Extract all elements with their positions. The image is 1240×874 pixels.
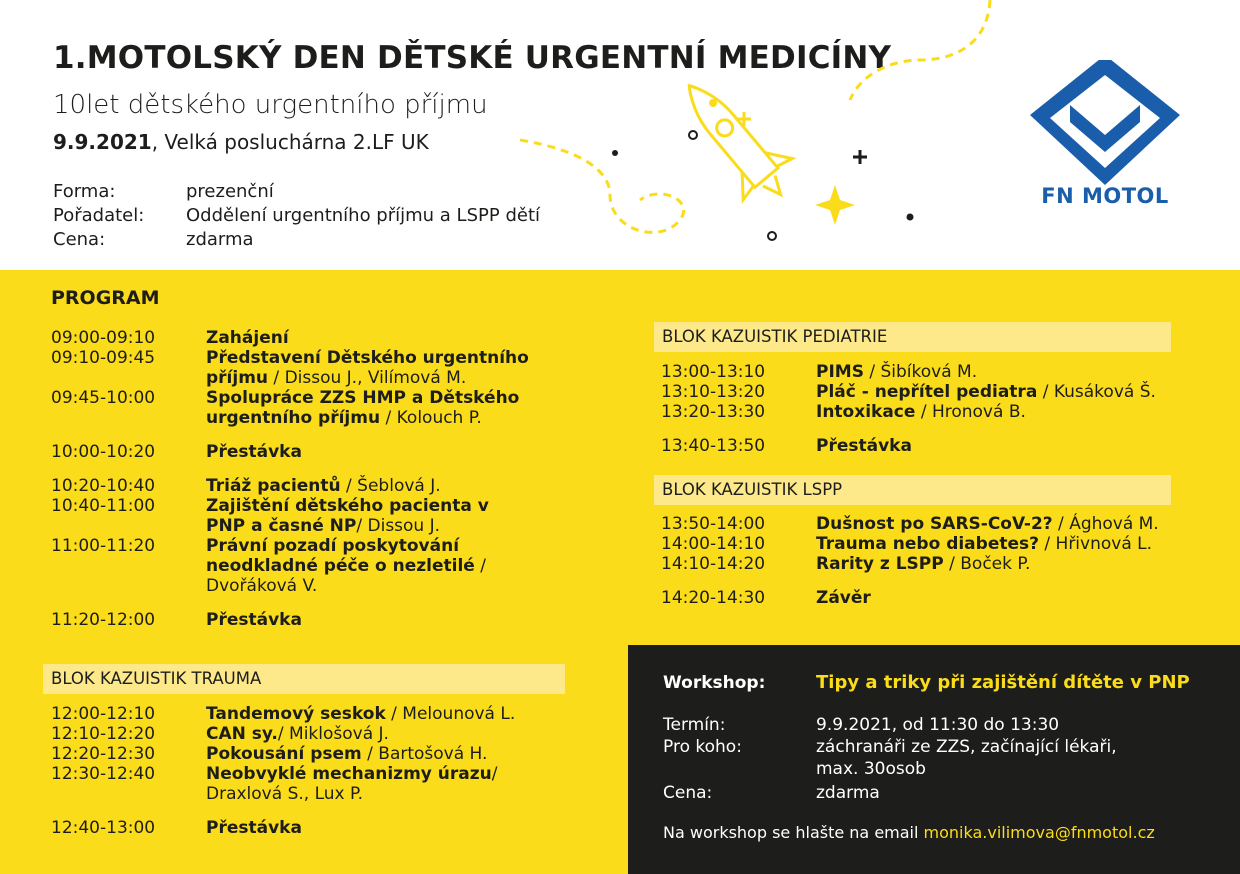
talk-speaker: / Šeblová J. <box>340 476 441 496</box>
schedule-trauma <box>51 704 531 838</box>
workshop-cena: zdarma <box>816 783 880 803</box>
schedule-row <box>51 442 531 462</box>
talk-title: Právní pozadí poskytování neodkladné péče o nezletilé <box>206 536 475 576</box>
schedule-desc <box>206 744 531 764</box>
talk-title: Dušnost po SARS-CoV-2? <box>816 514 1053 534</box>
talk-title: Přestávka <box>206 442 302 462</box>
workshop-pro-koho: záchranáři ze ZZS, začínající lékaři, <box>816 737 1117 757</box>
dot-icon <box>689 131 697 139</box>
schedule-row <box>661 402 1181 422</box>
info-key: Cena: <box>53 229 106 250</box>
schedule-row <box>51 724 531 744</box>
info-value: Oddělení urgentního příjmu a LSPP dětí <box>186 205 540 226</box>
schedule-desc <box>816 436 1181 456</box>
workshop-pro-koho-2: max. 30osob <box>816 759 926 779</box>
event-dateline <box>53 130 429 154</box>
talk-speaker: / Kusáková Š. <box>1037 382 1156 402</box>
talk-speaker: / Dissou J., Vilímová M. <box>268 368 467 388</box>
talk-title: CAN sy. <box>206 724 278 744</box>
schedule-time: 14:00-14:10 <box>661 534 766 554</box>
schedule-desc <box>816 588 1181 608</box>
schedule-time: 13:00-13:10 <box>661 362 766 382</box>
talk-title: Spolupráce ZZS HMP a Dětského urgentního příjmu <box>206 388 520 428</box>
schedule-desc <box>206 610 531 630</box>
talk-title: Rarity z LSPP <box>816 554 944 574</box>
schedule-pediatrie <box>661 362 1181 456</box>
talk-title: Přestávka <box>816 436 912 456</box>
talk-speaker: / Bartošová H. <box>361 744 488 764</box>
workshop-termin: 9.9.2021, od 11:30 do 13:30 <box>816 715 1060 735</box>
rocket-icon <box>665 65 805 215</box>
event-venue: , Velká posluchárna 2.LF UK <box>151 130 429 154</box>
schedule-time: 13:10-13:20 <box>661 382 766 402</box>
schedule-desc <box>816 382 1181 402</box>
talk-title: Triáž pacientů <box>206 476 341 496</box>
workshop-cena-label: Cena: <box>663 783 713 803</box>
schedule-row <box>51 476 531 496</box>
event-date: 9.9.2021 <box>53 130 152 154</box>
talk-title: Tandemový seskok <box>206 704 386 724</box>
talk-speaker: / Miklošová J. <box>277 724 389 744</box>
schedule-desc <box>816 554 1181 574</box>
talk-title: PIMS <box>816 362 864 382</box>
info-row-poradatel <box>53 204 540 228</box>
schedule-time: 10:20-10:40 <box>51 476 156 496</box>
info-value: prezenční <box>186 181 274 202</box>
schedule-time: 10:00-10:20 <box>51 442 156 462</box>
event-info <box>53 180 540 252</box>
schedule-morning <box>51 328 531 630</box>
schedule-time: 10:40-11:00 <box>51 496 156 516</box>
talk-speaker: / Draxlová S., Lux P. <box>206 764 498 804</box>
schedule-desc <box>816 402 1181 422</box>
schedule-row <box>661 362 1181 382</box>
schedule-time: 11:20-12:00 <box>51 610 156 630</box>
schedule-desc <box>206 536 531 596</box>
schedule-time: 14:20-14:30 <box>661 588 766 608</box>
talk-title: Trauma nebo diabetes? <box>816 534 1039 554</box>
talk-title: Zajištění dětského pacienta v PNP a časné NP <box>206 496 489 536</box>
schedule-desc <box>206 442 531 462</box>
talk-speaker: / Ághová M. <box>1052 514 1159 534</box>
schedule-time: 12:30-12:40 <box>51 764 156 784</box>
talk-speaker: / Boček P. <box>943 554 1031 574</box>
schedule-lspp <box>661 514 1181 608</box>
schedule-row <box>51 496 531 536</box>
talk-title: Neobvyklé mechanizmy úrazu <box>206 764 492 784</box>
schedule-desc <box>206 764 531 804</box>
schedule-time: 12:20-12:30 <box>51 744 156 764</box>
program-heading: PROGRAM <box>51 287 160 309</box>
talk-title: Intoxikace <box>816 402 916 422</box>
talk-title: Přestávka <box>206 818 302 838</box>
talk-title: Přestávka <box>206 610 302 630</box>
block-lspp-heading: BLOK KAZUISTIK LSPP <box>654 475 1171 505</box>
page-subtitle: 10let dětského urgentního příjmu <box>53 90 488 120</box>
schedule-time: 13:40-13:50 <box>661 436 766 456</box>
talk-speaker: / Hronová B. <box>915 402 1026 422</box>
schedule-desc <box>206 388 531 428</box>
info-row-cena <box>53 228 540 252</box>
workshop-contact <box>663 823 1155 842</box>
page-title: 1.MOTOLSKÝ DEN DĚTSKÉ URGENTNÍ MEDICÍNY <box>53 40 892 76</box>
schedule-row <box>51 348 531 388</box>
schedule-row <box>661 588 1181 608</box>
schedule-row <box>661 436 1181 456</box>
talk-speaker: / Dissou J. <box>356 516 441 536</box>
sparkle-icon <box>815 185 855 225</box>
dot-icon <box>768 232 776 240</box>
block-trauma-heading: BLOK KAZUISTIK TRAUMA <box>43 664 565 694</box>
talk-title: Pláč - nepřítel pediatra <box>816 382 1038 402</box>
schedule-desc <box>206 496 531 536</box>
schedule-row <box>51 744 531 764</box>
header-section <box>0 0 1240 270</box>
schedule-desc <box>206 704 531 724</box>
schedule-row <box>661 554 1181 574</box>
workshop-label: Workshop: <box>663 673 766 693</box>
info-key: Pořadatel: <box>53 205 145 226</box>
rocket-illustration <box>520 0 1000 260</box>
info-row-forma <box>53 180 540 204</box>
schedule-desc <box>206 348 531 388</box>
workshop-box <box>628 645 1240 874</box>
talk-speaker: / Kolouch P. <box>380 408 482 428</box>
talk-title: Představení Dětského urgentního příjmu <box>206 348 529 388</box>
talk-title: Zahájení <box>206 328 289 348</box>
info-value: zdarma <box>186 229 254 250</box>
schedule-time: 12:00-12:10 <box>51 704 156 724</box>
schedule-row <box>661 534 1181 554</box>
workshop-termin-label: Termín: <box>663 715 726 735</box>
logo-text: FN MOTOL <box>1041 184 1169 208</box>
schedule-time: 12:10-12:20 <box>51 724 156 744</box>
schedule-time: 09:00-09:10 <box>51 328 156 348</box>
dot-icon <box>709 99 717 107</box>
schedule-desc <box>206 724 531 744</box>
info-key: Forma: <box>53 181 116 202</box>
schedule-desc <box>206 476 531 496</box>
schedule-desc <box>816 362 1181 382</box>
schedule-time: 11:00-11:20 <box>51 536 156 556</box>
schedule-row <box>51 704 531 724</box>
talk-speaker: / Dvořáková V. <box>206 556 486 596</box>
plus-icon <box>853 150 867 164</box>
schedule-time: 13:20-13:30 <box>661 402 766 422</box>
schedule-desc <box>816 514 1181 534</box>
schedule-time: 12:40-13:00 <box>51 818 156 838</box>
talk-title: Pokousání psem <box>206 744 362 764</box>
schedule-row <box>51 764 531 804</box>
dot-icon <box>612 150 618 156</box>
dot-icon <box>907 214 914 221</box>
workshop-title: Tipy a triky při zajištění dítěte v PNP <box>816 672 1190 693</box>
schedule-row <box>51 328 531 348</box>
schedule-row <box>51 818 531 838</box>
workshop-email-link[interactable]: monika.vilimova@fnmotol.cz <box>923 823 1155 842</box>
talk-speaker: / Melounová L. <box>385 704 516 724</box>
workshop-pro-koho-label: Pro koho: <box>663 737 742 757</box>
schedule-time: 09:45-10:00 <box>51 388 156 408</box>
talk-speaker: / Hřivnová L. <box>1039 534 1153 554</box>
block-pediatrie-heading: BLOK KAZUISTIK PEDIATRIE <box>654 322 1171 352</box>
talk-title: Závěr <box>816 588 871 608</box>
schedule-desc <box>816 534 1181 554</box>
schedule-desc <box>206 328 531 348</box>
schedule-row <box>51 388 531 428</box>
talk-speaker: / Šibíková M. <box>863 362 978 382</box>
schedule-row <box>661 382 1181 402</box>
workshop-contact-text: Na workshop se hlašte na email <box>663 823 924 842</box>
schedule-row <box>51 536 531 596</box>
schedule-time: 13:50-14:00 <box>661 514 766 534</box>
schedule-time: 09:10-09:45 <box>51 348 156 368</box>
schedule-row <box>661 514 1181 534</box>
schedule-row <box>51 610 531 630</box>
schedule-desc <box>206 818 531 838</box>
schedule-time: 14:10-14:20 <box>661 554 766 574</box>
